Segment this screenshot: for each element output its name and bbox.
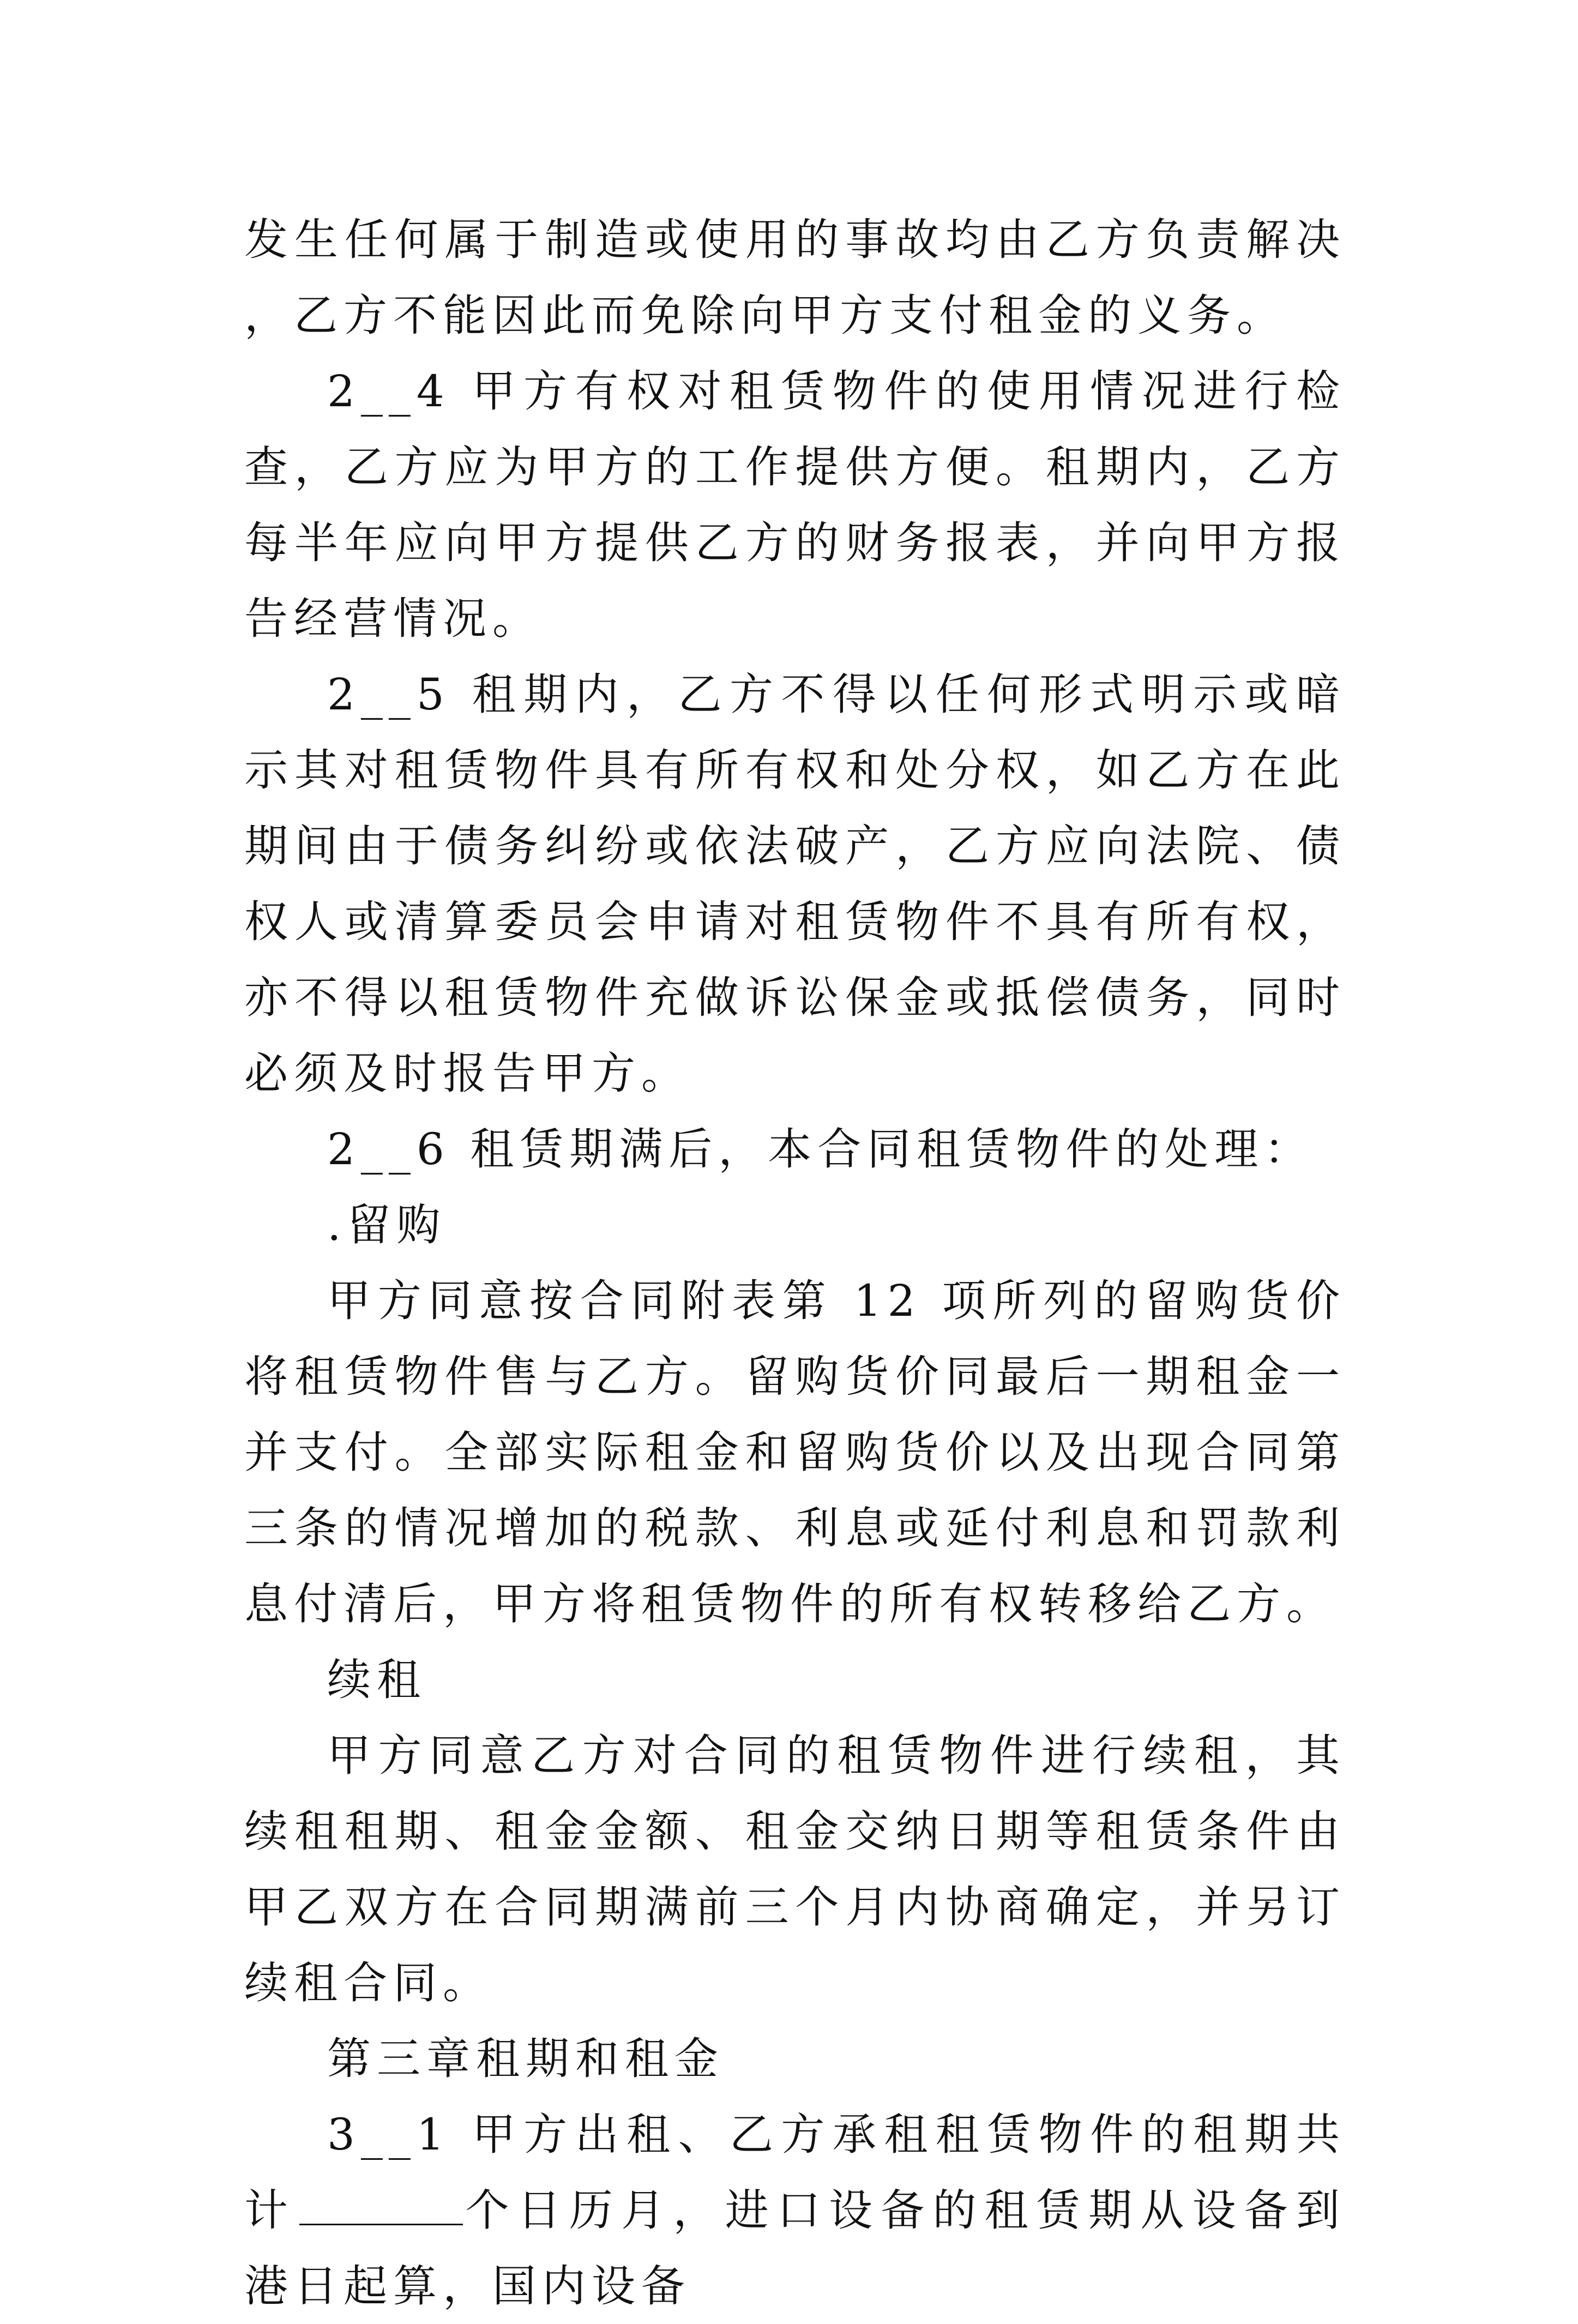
paragraph-3-1-before-blank: 3__1 甲方出租、乙方承租租赁物件的租期共计	[244, 2109, 1346, 2236]
paragraph-2-4: 2__4 甲方有权对租赁物件的使用情况进行检查，乙方应为甲方的工作提供方便。租期内，乙方每半年应向甲方提供乙方的财务报表，并向甲方报告经营情况。	[244, 366, 1346, 644]
paragraph-renewal: 甲方同意乙方对合同的租赁物件进行续租，其续租租期、租金金额、租金交纳日期等租赁条件由甲乙双方在合同期满前三个月内协商确定，并另订续租合同。	[244, 1730, 1346, 2008]
paragraph-3-1-after-blank: 个日历月，进口设备的租赁期从设备到港日起算，国内设备	[244, 2185, 1346, 2311]
paragraph-1: 发生任何属于制造或使用的事故均由乙方负责解决，乙方不能因此而免除向甲方支付租金的义务。	[244, 214, 1346, 341]
paragraph-2-5: 2__5 租期内，乙方不得以任何形式明示或暗示其对租赁物件具有所有权和处分权，如乙方在此期间由于债务纠纷或依法破产，乙方应向法院、债权人或清算委员会申请对租赁物件不具有所有权，亦不得以租赁物件充做诉讼保金或抵偿债务，同时必须及时报告甲方。	[244, 669, 1346, 1099]
chapter-three-heading: 第三章租期和租金	[327, 2033, 724, 2084]
paragraph-purchase-option: 甲方同意按合同附表第 12 项所列的留购货价将租赁物件售与乙方。留购货价同最后一期租金一并支付。全部实际租金和留购货价以及出现合同第三条的情况增加的税款、利息或延付利息和罚款利息付清后，甲方将租赁物件的所有权转移给乙方。	[244, 1275, 1346, 1629]
heading-renewal: 续租	[327, 1654, 426, 1705]
document-body	[244, 202, 1346, 2324]
heading-purchase-option: .留购	[327, 1200, 447, 1250]
paragraph-3-1	[244, 2097, 1346, 2324]
paragraph-2-6: 2__6 租赁期满后，本合同租赁物件的处理：	[327, 1124, 1314, 1175]
fill-in-blank	[299, 2185, 463, 2225]
